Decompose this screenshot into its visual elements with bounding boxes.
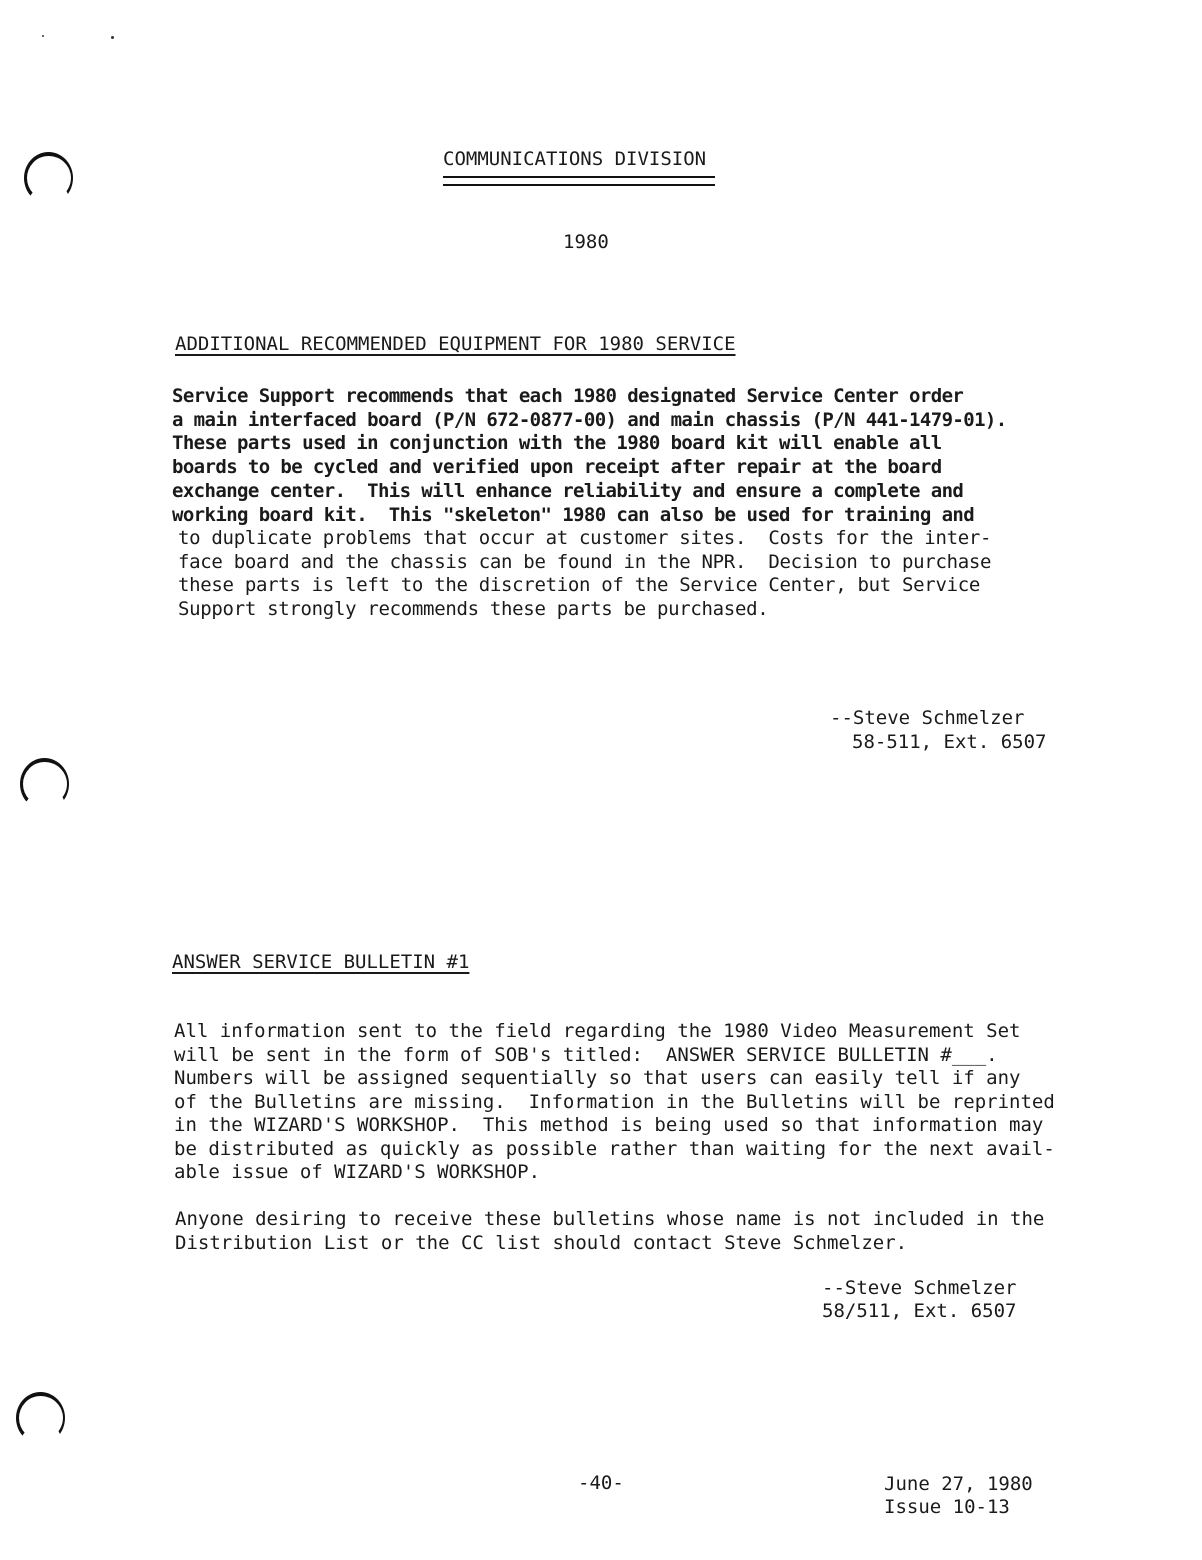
section2-line: Anyone desiring to receive these bulletins whose name is not included in the — [175, 1208, 1045, 1230]
section1-line: boards to be cycled and verified upon receipt after repair at the board — [172, 456, 942, 478]
section1-line: a main interfaced board (P/N 672-0877-00) and main chassis (P/N 441-1479-01). — [172, 409, 1007, 431]
section2-line: be distributed as quickly as possible rather than waiting for the next avail- — [174, 1138, 1055, 1160]
footer-date: June 27, 1980 — [884, 1473, 1033, 1495]
section2-heading: ANSWER SERVICE BULLETIN #1 — [172, 951, 470, 973]
scan-speck — [42, 35, 44, 37]
section2-signature-location: 58/511, Ext. 6507 — [822, 1300, 1017, 1322]
section1-heading: ADDITIONAL RECOMMENDED EQUIPMENT FOR 1980 SERVICE — [175, 333, 736, 355]
section2-line: All information sent to the field regarding the 1980 Video Measurement Set — [174, 1020, 1021, 1042]
section2-line: Numbers will be assigned sequentially so that users can easily tell if any — [174, 1067, 1021, 1089]
year-heading: 1980 — [563, 231, 609, 253]
section1-line: face board and the chassis can be found in the NPR. Decision to purchase — [178, 551, 992, 573]
division-title-rule-2 — [443, 184, 715, 186]
section1-line: to duplicate problems that occur at customer sites. Costs for the inter- — [178, 527, 992, 549]
section1-line: Support strongly recommends these parts be purchased. — [178, 598, 769, 620]
section2-line: of the Bulletins are missing. Information in the Bulletins will be reprinted — [174, 1091, 1055, 1113]
section1-line: Service Support recommends that each 1980 designated Service Center order — [172, 385, 964, 407]
binder-hole-bottom — [16, 1392, 65, 1444]
section1-signature-location: 58-511, Ext. 6507 — [852, 731, 1047, 753]
binder-hole-top — [24, 152, 73, 204]
page-number: -40- — [578, 1472, 624, 1494]
scan-speck — [111, 36, 114, 39]
section2-signature-name: --Steve Schmelzer — [822, 1277, 1017, 1299]
section1-line: These parts used in conjunction with the 1980 board kit will enable all — [172, 432, 942, 454]
section2-line: will be sent in the form of SOB's titled: ANSWER SERVICE BULLETIN #___. — [174, 1044, 998, 1066]
section2-line: able issue of WIZARD'S WORKSHOP. — [174, 1161, 541, 1183]
division-title-rule — [443, 176, 715, 178]
division-title: COMMUNICATIONS DIVISION — [443, 148, 707, 170]
section2-line: in the WIZARD'S WORKSHOP. This method is being used so that information may — [174, 1114, 1044, 1136]
section1-line: exchange center. This will enhance reliability and ensure a complete and — [172, 480, 964, 502]
section1-signature-name: --Steve Schmelzer — [830, 707, 1025, 729]
section1-line: these parts is left to the discretion of the Service Center, but Service — [178, 574, 981, 596]
footer-issue: Issue 10-13 — [884, 1496, 1010, 1518]
section2-line: Distribution List or the CC list should contact Steve Schmelzer. — [175, 1232, 908, 1254]
binder-hole-middle — [20, 758, 69, 810]
section1-line: working board kit. This "skeleton" 1980 can also be used for training and — [172, 504, 975, 526]
